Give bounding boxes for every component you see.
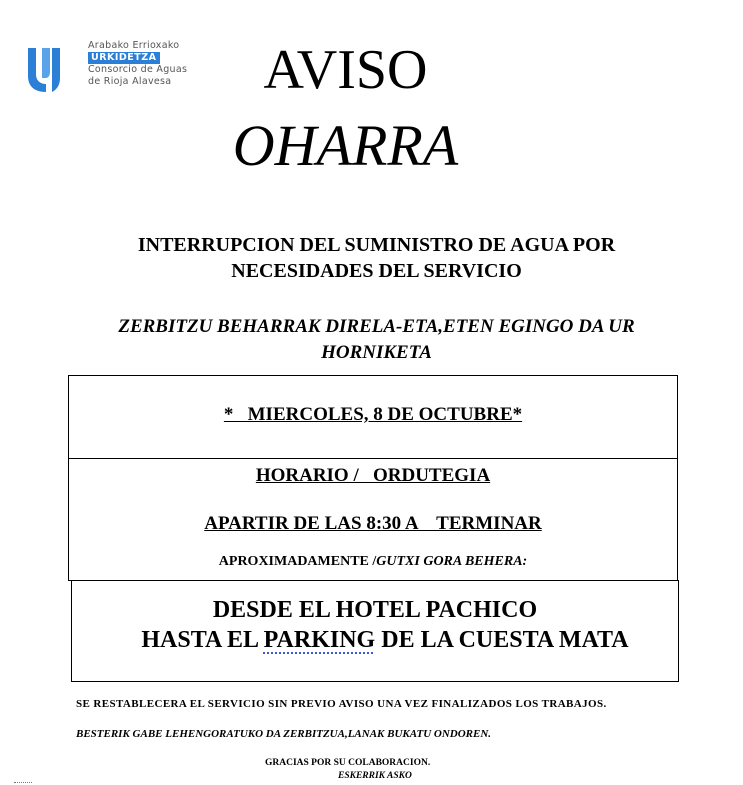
location-line-1: DESDE EL HOTEL PACHICO bbox=[212, 597, 538, 623]
schedule-approx bbox=[69, 554, 677, 570]
page-corner-mark bbox=[14, 782, 32, 784]
heading-basque bbox=[60, 314, 693, 366]
schedule-box bbox=[68, 459, 678, 581]
schedule-time: APARTIR DE LAS 8:30 A TERMINAR bbox=[204, 513, 542, 534]
logo-line-3: Consorcio de Aguas bbox=[88, 64, 188, 75]
logo-line-1: Arabako Errioxako bbox=[88, 40, 180, 51]
title-oharra: OHARRA bbox=[232, 113, 459, 178]
heading-spanish-line-1: INTERRUPCION DEL SUMINISTRO DE AGUA POR bbox=[137, 234, 616, 256]
date-box bbox=[68, 375, 678, 459]
heading-spanish-line-2: NECESIDADES DEL SERVICIO bbox=[231, 260, 522, 282]
location-box bbox=[71, 580, 679, 682]
schedule-heading: HORARIO / ORDUTEGIA bbox=[255, 465, 491, 486]
logo-line-4: de Rioja Alavesa bbox=[88, 76, 172, 87]
approx-basque: GUTXI GORA BEHERA: bbox=[376, 554, 528, 569]
heading-basque-line-2: HORNIKETA bbox=[321, 342, 432, 363]
approx-spanish: APROXIMADAMENTE / bbox=[218, 554, 377, 569]
heading-basque-line-1: ZERBITZU BEHARRAK DIRELA-ETA,ETEN EGINGO DA UR bbox=[118, 316, 635, 337]
location-line-2-pre: HASTA EL bbox=[141, 627, 264, 653]
thanks-spanish: GRACIAS POR SU COLABORACION. bbox=[265, 758, 431, 768]
date-text: * MIERCOLES, 8 DE OCTUBRE* bbox=[223, 404, 523, 425]
thanks-basque: ESKERRIK ASKO bbox=[338, 771, 412, 781]
title-aviso: AVISO bbox=[263, 39, 428, 101]
footer-spanish: SE RESTABLECERA EL SERVICIO SIN PREVIO AVISO UNA VEZ FINALIZADOS LOS TRABAJOS. bbox=[76, 698, 607, 710]
location-line-2-post: DE LA CUESTA MATA bbox=[375, 627, 629, 653]
logo-brand: URKIDETZA bbox=[88, 52, 160, 64]
location-parking-word: PARKING bbox=[263, 627, 376, 653]
location-line-2 bbox=[82, 627, 688, 654]
heading-spanish bbox=[60, 232, 693, 284]
footer-basque: BESTERIK GABE LEHENGORATUKO DA ZERBITZUA,LANAK BUKATU ONDOREN. bbox=[76, 728, 492, 740]
